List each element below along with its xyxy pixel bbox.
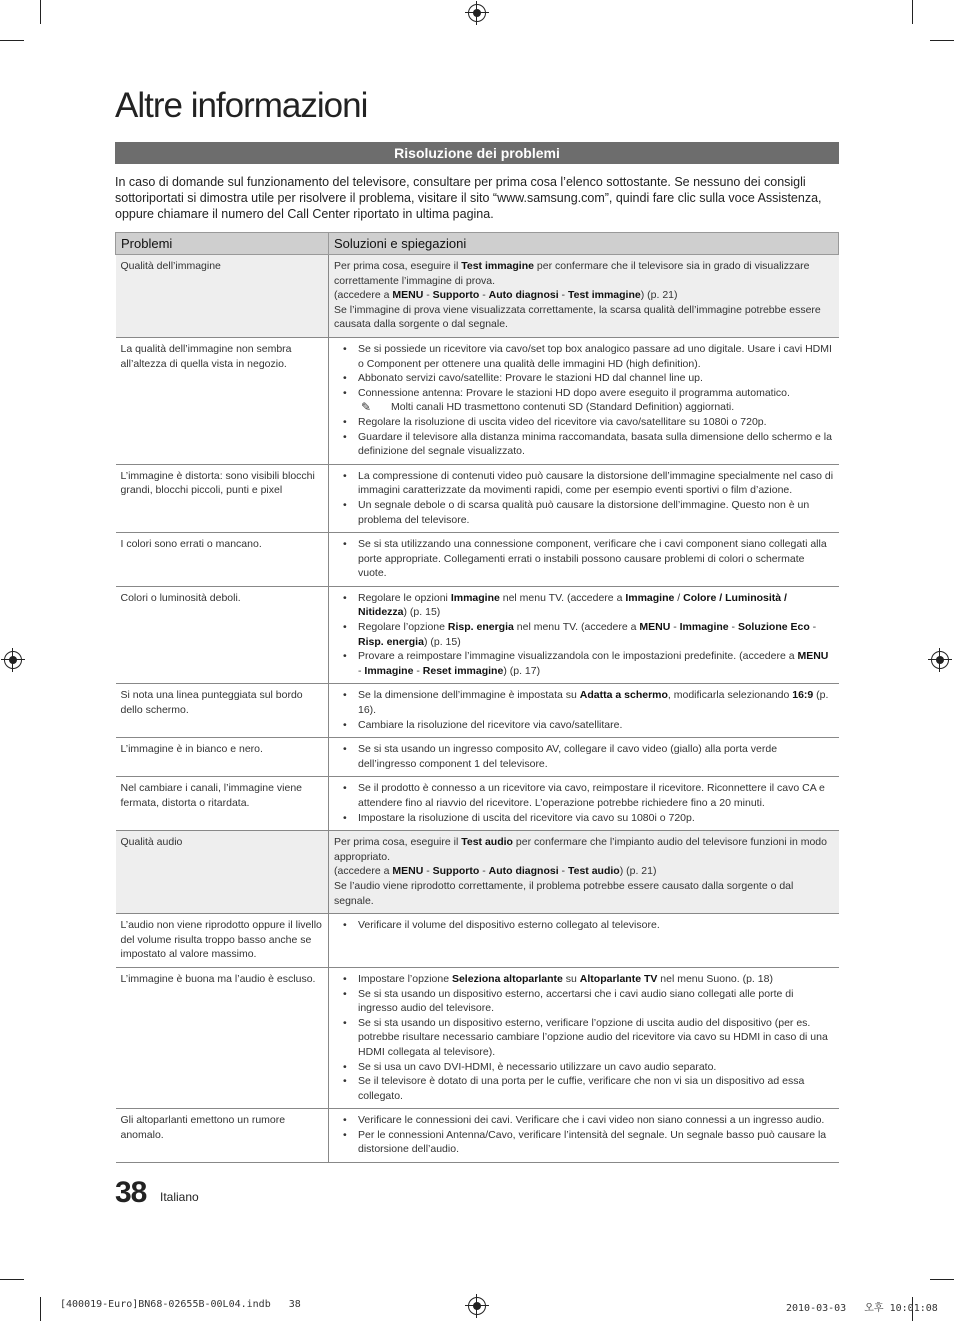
table-row (116, 914, 839, 968)
crop-mark (0, 40, 24, 41)
solution-cell (329, 967, 839, 1108)
crop-mark (912, 0, 913, 24)
list-item: • Verificare le connessioni dei cavi. Verificare che i cavi video non siano connessi a un ingresso audio. (334, 1113, 834, 1128)
table-row (116, 533, 839, 587)
list-item: • Impostare la risoluzione di uscita del ricevitore via cavo su 1080i o 720p. (334, 811, 834, 826)
list-item: • Se la dimensione dell’immagine è impostata su Adatta a schermo, modificarla selezionando 16:9 (p. 16). (334, 688, 834, 717)
list-item: • Verificare il volume del dispositivo esterno collegato al televisore. (334, 918, 834, 933)
problem-cell: L’audio non viene riprodotto oppure il livello del volume risulta troppo basso anche se impostato al valore massimo. (116, 914, 329, 968)
list-item: • Se si sta usando un dispositivo esterno, accertarsi che i cavi audio siano collegati alle porte di ingresso audio del televisore. (334, 987, 834, 1016)
list-item: • Un segnale debole o di scarsa qualità può causare la distorsione dell’immagine. Questo non è un problema del televisore. (334, 498, 834, 527)
problem-cell: I colori sono errati o mancano. (116, 533, 329, 587)
list-item: • Se si possiede un ricevitore via cavo/set top box analogico passare ad uno digitale. Usare i cavi HDMI o Component per ottenere una qualità delle immagini HD (high definition). (334, 342, 834, 371)
registration-mark-icon (468, 1297, 486, 1315)
list-item: • Regolare l’opzione Risp. energia nel menu TV. (accedere a MENU - Immagine - Soluzione Eco - Risp. energia) (p. 15) (334, 620, 834, 649)
table-row (116, 831, 839, 914)
table-row (116, 464, 839, 532)
header-solutions: Soluzioni e spiegazioni (329, 233, 839, 255)
table-row (116, 738, 839, 777)
problem-cell: L’immagine è in bianco e nero. (116, 738, 329, 777)
problem-cell: Si nota una linea punteggiata sul bordo dello schermo. (116, 684, 329, 738)
table-row (116, 337, 839, 464)
solution-cell: Per prima cosa, eseguire il Test immagine per confermare che il televisore sia in grado di visualizzare correttamente l’immagine di prova. (accedere a MENU - Supporto - Auto diagnosi - Test immagine) (p. 21) Se l’immagine di prova viene visualizzata correttamente, la scarsa qualità dell’immagine potrebbe essere causata dalla sorgente o dal segnale. (329, 255, 839, 338)
problem-cell: Nel cambiare i canali, l’immagine viene fermata, distorta o ritardata. (116, 777, 329, 831)
list-item: • Se il prodotto è connesso a un ricevitore via cavo, reimpostare il ricevitore. Riconnettere il cavo CA e attendere fino al riavvio del ricevitore. L’operazione potrebbe richiedere fino a 20 minuti. (334, 781, 834, 810)
table-row (116, 1109, 839, 1163)
registration-mark-icon (931, 651, 949, 669)
crop-mark (930, 40, 954, 41)
table-header-row (116, 233, 839, 255)
list-item: • Cambiare la risoluzione del ricevitore via cavo/satellitare. (334, 718, 834, 733)
footer-date: 2010-03-03 오후 10:01:08 (786, 1303, 938, 1314)
crop-mark (40, 1297, 41, 1321)
crop-mark (0, 1279, 24, 1280)
page-number: 38 (115, 1176, 147, 1209)
solution-cell (329, 337, 839, 464)
list-item: • Guardare il televisore alla distanza minima raccomandata, basata sulla dimensione dello schermo e la definizione del segnale visualizzato. (334, 430, 834, 459)
solution-cell (329, 586, 839, 684)
header-problems: Problemi (116, 233, 329, 255)
list-item: • Se il televisore è dotato di una porta per le cuffie, verificare che non vi sia un dispositivo ad essa collegato. (334, 1074, 834, 1103)
list-item: • Connessione antenna: Provare le stazioni HD dopo avere eseguito il programma automatico. (334, 386, 834, 401)
solution-cell (329, 914, 839, 968)
list-item: • Se si sta utilizzando una connessione component, verificare che i cavi component siano collegati alla porte appropriate. Collegamenti errati o instabili possono causare problemi di colori o schermate vuote. (334, 537, 834, 581)
page-title: Altre informazioni (115, 86, 368, 125)
problem-cell: L’immagine è buona ma l’audio è escluso. (116, 967, 329, 1108)
registration-mark-icon (4, 651, 22, 669)
list-item: • Se si sta usando un dispositivo esterno, verificare l’opzione di uscita audio del dispositivo (per es. potrebbe risultare necessario cambiare l’opzione audio del ricevitore via cavo su HDMI in caso di una HDMI collegata al televisore). (334, 1016, 834, 1060)
troubleshooting-table (115, 232, 839, 1163)
list-item: • La compressione di contenuti video può causare la distorsione dell’immagine specialmente nel caso di immagini caratterizzate da movimenti rapidi, come per esempio eventi sportivi o film d’azione. (334, 469, 834, 498)
solution-cell (329, 464, 839, 532)
problem-cell: Colori o luminosità deboli. (116, 586, 329, 684)
crop-mark (40, 0, 41, 24)
table-row (116, 684, 839, 738)
footer-file-info: [400019-Euro]BN68-02655B-00L04.indb 38 (60, 1299, 301, 1310)
list-item: • Se si usa un cavo DVI-HDMI, è necessario utilizzare un cavo audio separato. (334, 1060, 834, 1075)
section-heading: Risoluzione dei problemi (115, 142, 839, 164)
list-item: • Regolare la risoluzione di uscita video del ricevitore via cavo/satellitare su 1080i o 720p. (334, 415, 834, 430)
solution-cell (329, 777, 839, 831)
list-item: • Per le connessioni Antenna/Cavo, verificare l’intensità del segnale. Un segnale basso può causare la distorsione dell’audio. (334, 1128, 834, 1157)
solution-cell: Per prima cosa, eseguire il Test audio per confermare che l’impianto audio del televisore funzioni in modo appropriato. (accedere a MENU - Supporto - Auto diagnosi - Test audio) (p. 21) Se l’audio viene riprodotto correttamente, il problema potrebbe essere causato dalla sorgente o dal segnale. (329, 831, 839, 914)
list-item: • Provare a reimpostare l’immagine visualizzandola con le impostazioni predefinite. (accedere a MENU - Immagine - Reset immagine) (p. 17) (334, 649, 834, 678)
list-item: • Se si sta usando un ingresso composito AV, collegare il cavo video (giallo) alla porta verde dell’ingresso component 1 del televisore. (334, 742, 834, 771)
intro-text: In caso di domande sul funzionamento del televisore, consultare per prima cosa l’elenco sottostante. Se nessuno dei consigli sottoriportati si dimostra utile per risolvere il problema, visitare il sito “www.samsung.com”, quindi fare clic sulla voce Assistenza, oppure chiamare il numero del Call Center riportato in ultima pagina. (115, 175, 822, 221)
problem-cell: Gli altoparlanti emettono un rumore anomalo. (116, 1109, 329, 1163)
page-language: Italiano (160, 1190, 199, 1204)
problem-cell: La qualità dell’immagine non sembra all’altezza di quella vista in negozio. (116, 337, 329, 464)
crop-mark (930, 1279, 954, 1280)
list-item: • Abbonato servizi cavo/satellite: Provare le stazioni HD dal channel line up. (334, 371, 834, 386)
problem-cell: Qualità dell’immagine (116, 255, 329, 338)
note-pencil-icon: ✎ (361, 400, 372, 415)
list-item: • Regolare le opzioni Immagine nel menu TV. (accedere a Immagine / Colore / Luminosità / Nitidezza) (p. 15) (334, 591, 834, 620)
problem-cell: Qualità audio (116, 831, 329, 914)
table-row (116, 255, 839, 338)
solution-cell (329, 738, 839, 777)
table-row (116, 967, 839, 1108)
problem-cell: L’immagine è distorta: sono visibili blocchi grandi, blocchi piccoli, punti e pixel (116, 464, 329, 532)
list-item: • Impostare l’opzione Seleziona altoparlante su Altoparlante TV nel menu Suono. (p. 18) (334, 972, 834, 987)
table-row (116, 586, 839, 684)
solution-cell (329, 684, 839, 738)
table-row (116, 777, 839, 831)
solution-cell (329, 533, 839, 587)
note: ✎ Molti canali HD trasmettono contenuti SD (Standard Definition) aggiornati. (361, 400, 735, 415)
solution-cell (329, 1109, 839, 1163)
registration-mark-icon (468, 4, 486, 22)
